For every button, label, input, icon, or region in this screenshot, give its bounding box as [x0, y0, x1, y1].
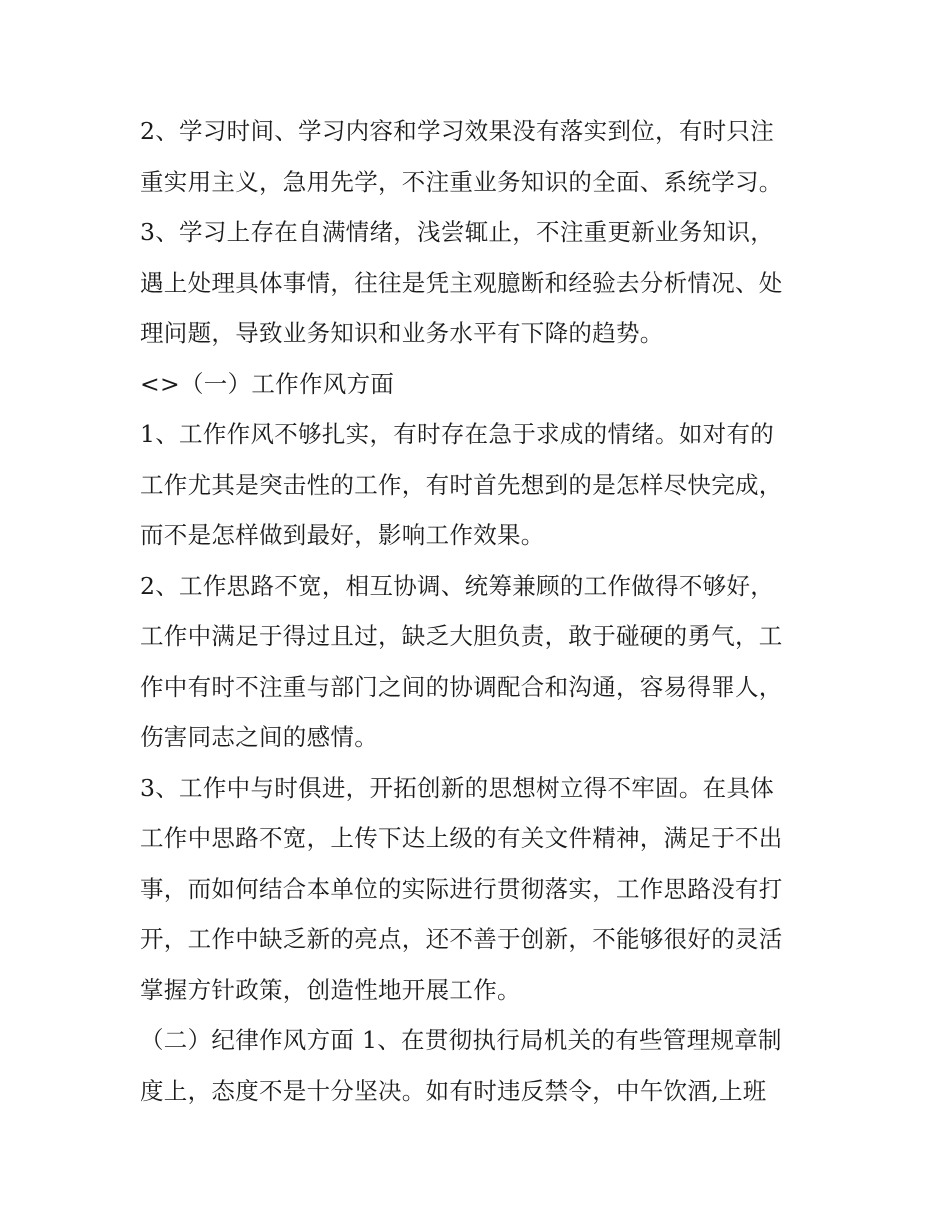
text-line: 理问题，导致业务知识和业务水平有下降的趋势。 — [140, 319, 664, 347]
text-line: 3、工作中与时俱进，开拓创新的思想树立得不牢固。在具体 — [140, 773, 775, 802]
text-line: 伤害同志之间的感情。 — [140, 723, 378, 751]
text-line: 开，工作中缺乏新的亮点，还不善于创新，不能够很好的灵活 — [140, 925, 783, 953]
text-line: 重实用主义，急用先学，不注重业务知识的全面、系统学习。 — [140, 167, 783, 196]
text-line: 工作中满足于得过且过，缺乏大胆负责，敢于碰硬的勇气，工 — [140, 622, 783, 650]
text-line: 而不是怎样做到最好，影响工作效果。 — [140, 521, 545, 549]
text-line: 掌握方针政策，创造性地开展工作。 — [140, 975, 521, 1004]
text-line: 遇上处理具体事情，往往是凭主观臆断和经验去分析情况、处 — [140, 268, 783, 297]
text-line: 工作中思路不宽，上传下达上级的有关文件精神，满足于不出 — [140, 824, 783, 852]
text-line: 工作尤其是突击性的工作，有时首先想到的是怎样尽快完成， — [140, 470, 783, 499]
document-body — [140, 106, 830, 1116]
text-line: 作中有时不注重与部门之间的协调配合和沟通，容易得罪人， — [140, 672, 783, 701]
section-heading-work-style: <>（一）工作作风方面 — [140, 369, 395, 398]
text-line: 3、学习上存在自满情绪，浅尝辄止，不注重更新业务知识， — [140, 218, 775, 246]
text-line: 2、学习时间、学习内容和学习效果没有落实到位，有时只注 — [140, 117, 775, 145]
text-line: 事，而如何结合本单位的实际进行贯彻落实，工作思路没有打 — [140, 874, 783, 903]
text-line: 2、工作思路不宽，相互协调、统筹兼顾的工作做得不够好， — [140, 571, 775, 600]
text-line: 度上，态度不是十分坚决。如有时违反禁令，中午饮酒,上班 — [140, 1076, 767, 1105]
section-heading-discipline-style: （二）纪律作风方面 1、在贯彻执行局机关的有些管理规章制 — [140, 1026, 782, 1054]
text-line: 1、工作作风不够扎实，有时存在急于求成的情绪。如对有的 — [140, 420, 775, 448]
